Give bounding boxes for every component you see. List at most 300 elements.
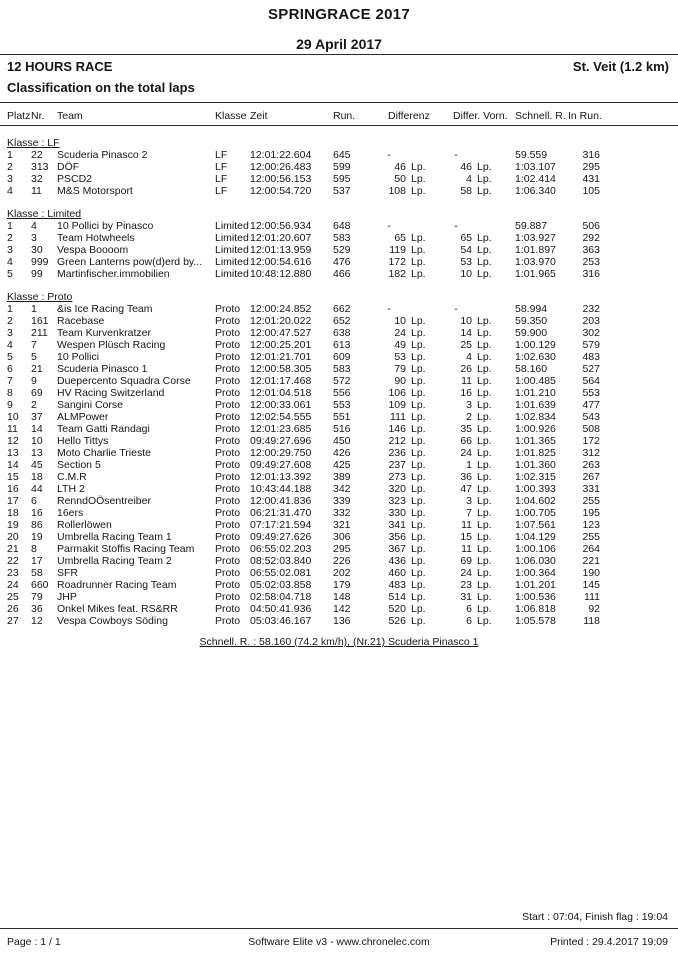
- cell-team: Umbrella Racing Team 1: [57, 531, 172, 543]
- cell-team: LTH 2: [57, 483, 85, 495]
- cell-team: Moto Charlie Trieste: [57, 447, 151, 459]
- cell-klasse: Limited: [215, 268, 249, 280]
- lap-unit-label: Lp.: [477, 459, 492, 471]
- lap-unit-label: Lp.: [477, 339, 492, 351]
- cell-zeit: 12:01:22.604: [250, 149, 312, 161]
- cell-nr: 37: [31, 411, 43, 423]
- classification-table: [0, 137, 678, 627]
- cell-nr: 30: [31, 244, 43, 256]
- cell-nr: 8: [31, 543, 37, 555]
- cell-differenz: 50: [394, 173, 406, 185]
- cell-in-run: 543: [582, 411, 600, 423]
- lap-unit-label: Lp.: [477, 519, 492, 531]
- cell-zeit: 07:17:21.594: [250, 519, 312, 531]
- lap-unit-label: Lp.: [477, 185, 492, 197]
- cell-platz: 6: [7, 363, 13, 375]
- footer: [0, 936, 678, 948]
- cell-platz: 2: [7, 161, 13, 173]
- cell-differ-vorn: 46: [460, 161, 472, 173]
- cell-run: 321: [333, 519, 351, 531]
- cell-nr: 660: [31, 579, 49, 591]
- cell-differenz: 520: [388, 603, 406, 615]
- cell-differ-vorn: 10: [460, 315, 472, 327]
- cell-team: 16ers: [57, 507, 84, 519]
- cell-platz: 4: [7, 339, 13, 351]
- cell-differenz: 330: [388, 507, 406, 519]
- cell-run: 553: [333, 399, 351, 411]
- cell-schnell-r: 1:01.365: [515, 435, 556, 447]
- cell-nr: 9: [31, 375, 37, 387]
- cell-differ-vorn: 35: [460, 423, 472, 435]
- lap-unit-label: Lp.: [477, 483, 492, 495]
- cell-nr: 10: [31, 435, 43, 447]
- cell-differ-vorn: 36: [460, 471, 472, 483]
- cell-run: 556: [333, 387, 351, 399]
- cell-in-run: 253: [582, 256, 600, 268]
- col-platz: Platz: [7, 110, 31, 122]
- cell-zeit: 12:00:41.836: [250, 495, 312, 507]
- cell-zeit: 06:21:31.470: [250, 507, 312, 519]
- lap-unit-label: Lp.: [411, 351, 426, 363]
- cell-nr: 79: [31, 591, 43, 603]
- cell-team: Rollerlöwen: [57, 519, 112, 531]
- cell-team: Green Lanterns pow(d)erd by...: [57, 256, 203, 268]
- cell-team: Duepercento Squadra Corse: [57, 375, 191, 387]
- lap-unit-label: Lp.: [411, 447, 426, 459]
- lap-unit-label: Lp.: [477, 423, 492, 435]
- table-row: [0, 399, 678, 411]
- cell-nr: 2: [31, 399, 37, 411]
- cell-zeit: 12:01:23.685: [250, 423, 312, 435]
- lap-unit-label: Lp.: [411, 555, 426, 567]
- cell-zeit: 12:00:47.527: [250, 327, 312, 339]
- cell-differ-vorn: 3: [466, 495, 472, 507]
- cell-differenz: 236: [388, 447, 406, 459]
- cell-schnell-r: 1:02.630: [515, 351, 556, 363]
- lap-unit-label: Lp.: [477, 375, 492, 387]
- cell-platz: 2: [7, 232, 13, 244]
- cell-zeit: 12:00:29.750: [250, 447, 312, 459]
- cell-platz: 1: [7, 149, 13, 161]
- cell-platz: 8: [7, 387, 13, 399]
- cell-in-run: 312: [582, 447, 600, 459]
- cell-klasse: Proto: [215, 471, 241, 483]
- cell-differ-vorn: 4: [466, 173, 472, 185]
- lap-unit-label: Lp.: [411, 507, 426, 519]
- table-row: [0, 579, 678, 591]
- cell-differenz: -: [387, 303, 391, 315]
- cell-run: 476: [333, 256, 351, 268]
- lap-unit-label: Lp.: [477, 507, 492, 519]
- lap-unit-label: Lp.: [477, 543, 492, 555]
- cell-run: 645: [333, 149, 351, 161]
- cell-platz: 25: [7, 591, 19, 603]
- cell-team: Scuderia Pinasco 1: [57, 363, 148, 375]
- classification-subtitle: Classification on the total laps: [7, 80, 195, 95]
- cell-differ-vorn: 54: [460, 244, 472, 256]
- cell-differ-vorn: 11: [461, 543, 472, 555]
- cell-zeit: 05:03:46.167: [250, 615, 312, 627]
- cell-differ-vorn: 7: [466, 507, 472, 519]
- cell-differenz: 460: [388, 567, 406, 579]
- fastest-lap-note: Schnell. R. : 58.160 (74.2 km/h), (Nr.21) Scuderia Pinasco 1: [199, 636, 479, 648]
- cell-differenz: 109: [388, 399, 406, 411]
- cell-team: Sangini Corse: [57, 399, 123, 411]
- cell-zeit: 12:02:54.555: [250, 411, 312, 423]
- cell-in-run: 292: [582, 232, 600, 244]
- cell-platz: 27: [7, 615, 19, 627]
- cell-differ-vorn: 10: [460, 268, 472, 280]
- lap-unit-label: Lp.: [477, 591, 492, 603]
- cell-in-run: 508: [582, 423, 600, 435]
- cell-differ-vorn: 25: [460, 339, 472, 351]
- class-section: [0, 137, 678, 197]
- cell-in-run: 579: [582, 339, 600, 351]
- cell-schnell-r: 1:00.393: [515, 483, 556, 495]
- table-row: [0, 185, 678, 197]
- cell-run: 466: [333, 268, 351, 280]
- cell-nr: 18: [31, 471, 43, 483]
- cell-team: Racebase: [57, 315, 105, 327]
- event-title: SPRINGRACE 2017: [267, 6, 411, 23]
- cell-team: Team Gatti Randagi: [57, 423, 150, 435]
- cell-run: 332: [333, 507, 351, 519]
- cell-differenz: 436: [388, 555, 406, 567]
- cell-team: JHP: [57, 591, 77, 603]
- cell-differ-vorn: 11: [461, 519, 472, 531]
- cell-run: 295: [333, 543, 351, 555]
- cell-schnell-r: 1:00.364: [515, 567, 556, 579]
- printed-timestamp: Printed : 29.4.2017 19:09: [550, 936, 668, 948]
- cell-in-run: 105: [582, 185, 600, 197]
- cell-run: 662: [333, 303, 351, 315]
- lap-unit-label: Lp.: [411, 315, 426, 327]
- cell-in-run: 264: [582, 543, 600, 555]
- cell-in-run: 263: [582, 459, 600, 471]
- table-row: [0, 411, 678, 423]
- cell-klasse: Limited: [215, 244, 249, 256]
- lap-unit-label: Lp.: [477, 315, 492, 327]
- table-row: [0, 173, 678, 185]
- cell-platz: 5: [7, 351, 13, 363]
- cell-klasse: Proto: [215, 519, 241, 531]
- cell-klasse: Proto: [215, 435, 241, 447]
- table-row: [0, 232, 678, 244]
- cell-nr: 17: [31, 555, 43, 567]
- cell-platz: 3: [7, 173, 13, 185]
- cell-schnell-r: 1:02.834: [515, 411, 556, 423]
- lap-unit-label: Lp.: [477, 351, 492, 363]
- cell-differ-vorn: 16: [460, 387, 472, 399]
- cell-platz: 7: [7, 375, 13, 387]
- lap-unit-label: Lp.: [477, 161, 492, 173]
- cell-in-run: 255: [582, 531, 600, 543]
- cell-team: &is Ice Racing Team: [57, 303, 153, 315]
- table-row: [0, 351, 678, 363]
- lap-unit-label: Lp.: [411, 375, 426, 387]
- cell-schnell-r: 1:02.315: [515, 471, 556, 483]
- lap-unit-label: Lp.: [411, 579, 426, 591]
- cell-differ-vorn: 4: [466, 351, 472, 363]
- cell-team: Roadrunner Racing Team: [57, 579, 177, 591]
- lap-unit-label: Lp.: [411, 423, 426, 435]
- cell-differenz: 90: [394, 375, 406, 387]
- cell-platz: 23: [7, 567, 19, 579]
- cell-in-run: 506: [582, 220, 600, 232]
- cell-run: 613: [333, 339, 351, 351]
- cell-nr: 4: [31, 220, 37, 232]
- lap-unit-label: Lp.: [411, 519, 426, 531]
- lap-unit-label: Lp.: [411, 387, 426, 399]
- table-row: [0, 543, 678, 555]
- cell-zeit: 09:49:27.696: [250, 435, 312, 447]
- cell-differenz: 323: [388, 495, 406, 507]
- cell-schnell-r: 1:07.561: [515, 519, 556, 531]
- table-row: [0, 507, 678, 519]
- col-schnell-r: Schnell. R.: [515, 110, 566, 122]
- cell-schnell-r: 1:01.210: [515, 387, 556, 399]
- cell-schnell-r: 1:03.970: [515, 256, 556, 268]
- cell-run: 148: [333, 591, 351, 603]
- cell-in-run: 553: [582, 387, 600, 399]
- cell-zeit: 05:02:03.858: [250, 579, 312, 591]
- cell-differenz: 79: [394, 363, 406, 375]
- cell-team: 10 Pollici by Pinasco: [57, 220, 154, 232]
- cell-differenz: 237: [388, 459, 406, 471]
- cell-klasse: Proto: [215, 339, 241, 351]
- cell-schnell-r: 1:04.129: [515, 531, 556, 543]
- cell-platz: 14: [7, 459, 19, 471]
- lap-unit-label: Lp.: [411, 363, 426, 375]
- cell-in-run: 527: [582, 363, 600, 375]
- cell-differenz: 46: [394, 161, 406, 173]
- cell-run: 226: [333, 555, 351, 567]
- cell-zeit: 04:50:41.936: [250, 603, 312, 615]
- cell-differ-vorn: 6: [466, 615, 472, 627]
- cell-zeit: 12:01:13.959: [250, 244, 312, 256]
- cell-platz: 4: [7, 256, 13, 268]
- cell-platz: 1: [7, 220, 13, 232]
- footer-divider: [0, 928, 678, 929]
- cell-differ-vorn: 65: [460, 232, 472, 244]
- cell-in-run: 92: [588, 603, 600, 615]
- cell-schnell-r: 59.559: [515, 149, 548, 161]
- cell-team: Wespen Plüsch Racing: [57, 339, 166, 351]
- table-row: [0, 387, 678, 399]
- cell-team: ALMPower: [57, 411, 109, 423]
- cell-klasse: Proto: [215, 423, 241, 435]
- cell-run: 142: [333, 603, 351, 615]
- cell-run: 599: [333, 161, 351, 173]
- event-date: 29 April 2017: [296, 36, 382, 52]
- cell-klasse: Proto: [215, 327, 241, 339]
- cell-run: 529: [333, 244, 351, 256]
- cell-differ-vorn: 24: [460, 567, 472, 579]
- lap-unit-label: Lp.: [477, 447, 492, 459]
- cell-differ-vorn: 58: [460, 185, 472, 197]
- col-run: Run.: [333, 110, 356, 122]
- start-finish-times: Start : 07:04, Finish flag : 19:04: [522, 911, 668, 923]
- cell-in-run: 255: [582, 495, 600, 507]
- cell-differ-vorn: 23: [460, 579, 472, 591]
- lap-unit-label: Lp.: [411, 543, 426, 555]
- lap-unit-label: Lp.: [411, 339, 426, 351]
- cell-platz: 20: [7, 531, 19, 543]
- cell-zeit: 12:00:25.201: [250, 339, 312, 351]
- lap-unit-label: Lp.: [411, 399, 426, 411]
- cell-team: Onkel Mikes feat. RS&RR: [57, 603, 178, 615]
- race-name: 12 HOURS RACE: [7, 59, 113, 74]
- table-row: [0, 591, 678, 603]
- table-row: [0, 615, 678, 627]
- race-header: [0, 60, 678, 74]
- cell-zeit: 09:49:27.626: [250, 531, 312, 543]
- lap-unit-label: Lp.: [477, 173, 492, 185]
- lap-unit-label: Lp.: [411, 591, 426, 603]
- cell-in-run: 331: [582, 483, 600, 495]
- cell-platz: 9: [7, 399, 13, 411]
- cell-differenz: 483: [388, 579, 406, 591]
- cell-zeit: 12:00:54.720: [250, 185, 312, 197]
- cell-platz: 4: [7, 185, 13, 197]
- cell-schnell-r: 1:03.107: [515, 161, 556, 173]
- cell-platz: 3: [7, 327, 13, 339]
- cell-schnell-r: 1:02.414: [515, 173, 556, 185]
- cell-schnell-r: 1:06.030: [515, 555, 556, 567]
- cell-run: 136: [333, 615, 351, 627]
- cell-platz: 10: [7, 411, 19, 423]
- class-section: [0, 208, 678, 280]
- cell-differ-vorn: 24: [460, 447, 472, 459]
- cell-in-run: 267: [582, 471, 600, 483]
- cell-differenz: 320: [388, 483, 406, 495]
- col-nr: Nr.: [31, 110, 45, 122]
- cell-in-run: 477: [582, 399, 600, 411]
- cell-klasse: Proto: [215, 579, 241, 591]
- divider-table-header: [0, 125, 678, 126]
- cell-klasse: Proto: [215, 603, 241, 615]
- table-row: [0, 375, 678, 387]
- cell-zeit: 10:43:44.188: [250, 483, 312, 495]
- cell-klasse: Limited: [215, 220, 249, 232]
- cell-differenz: -: [387, 149, 391, 161]
- cell-in-run: 195: [582, 507, 600, 519]
- cell-platz: 2: [7, 315, 13, 327]
- cell-team: Section 5: [57, 459, 101, 471]
- cell-schnell-r: 1:01.639: [515, 399, 556, 411]
- lap-unit-label: Lp.: [411, 567, 426, 579]
- cell-zeit: 12:00:33.061: [250, 399, 312, 411]
- divider-top: [0, 54, 678, 55]
- cell-run: 426: [333, 447, 351, 459]
- cell-klasse: Proto: [215, 363, 241, 375]
- class-section: [0, 291, 678, 627]
- lap-unit-label: Lp.: [411, 495, 426, 507]
- lap-unit-label: Lp.: [411, 173, 426, 185]
- cell-nr: 21: [31, 363, 43, 375]
- cell-team: Team Kurvenkratzer: [57, 327, 151, 339]
- cell-zeit: 12:01:17.468: [250, 375, 312, 387]
- cell-team: M&S Motorsport: [57, 185, 133, 197]
- cell-in-run: 118: [583, 615, 600, 627]
- cell-run: 306: [333, 531, 351, 543]
- cell-nr: 14: [31, 423, 43, 435]
- cell-in-run: 111: [584, 591, 600, 603]
- cell-schnell-r: 58.160: [515, 363, 548, 375]
- cell-schnell-r: 1:00.106: [515, 543, 556, 555]
- cell-nr: 99: [31, 268, 43, 280]
- cell-klasse: Proto: [215, 375, 241, 387]
- table-row: [0, 603, 678, 615]
- cell-run: 202: [333, 567, 351, 579]
- cell-platz: 3: [7, 244, 13, 256]
- cell-differenz: 273: [388, 471, 406, 483]
- cell-klasse: Proto: [215, 315, 241, 327]
- table-row: [0, 244, 678, 256]
- lap-unit-label: Lp.: [477, 531, 492, 543]
- cell-klasse: Proto: [215, 303, 241, 315]
- class-label: Klasse : Limited: [7, 208, 82, 220]
- table-row: [0, 315, 678, 327]
- lap-unit-label: Lp.: [477, 232, 492, 244]
- lap-unit-label: Lp.: [411, 603, 426, 615]
- cell-klasse: Proto: [215, 495, 241, 507]
- cell-nr: 19: [31, 531, 43, 543]
- cell-schnell-r: 58.994: [515, 303, 548, 315]
- cell-nr: 999: [31, 256, 49, 268]
- cell-differenz: 341: [388, 519, 406, 531]
- cell-differenz: 356: [388, 531, 406, 543]
- cell-klasse: Proto: [215, 351, 241, 363]
- cell-klasse: Proto: [215, 567, 241, 579]
- cell-schnell-r: 1:06.818: [515, 603, 556, 615]
- cell-schnell-r: 1:01.825: [515, 447, 556, 459]
- lap-unit-label: Lp.: [477, 471, 492, 483]
- cell-in-run: 232: [582, 303, 600, 315]
- col-klasse: Klasse: [215, 110, 247, 122]
- lap-unit-label: Lp.: [411, 244, 426, 256]
- cell-schnell-r: 1:05.578: [515, 615, 556, 627]
- cell-nr: 69: [31, 387, 43, 399]
- cell-run: 648: [333, 220, 351, 232]
- cell-differenz: -: [387, 220, 391, 232]
- cell-klasse: Proto: [215, 411, 241, 423]
- cell-schnell-r: 59.900: [515, 327, 548, 339]
- table-row: [0, 471, 678, 483]
- cell-klasse: Proto: [215, 531, 241, 543]
- table-row: [0, 423, 678, 435]
- lap-unit-label: Lp.: [477, 387, 492, 399]
- cell-nr: 44: [31, 483, 43, 495]
- cell-zeit: 06:55:02.203: [250, 543, 312, 555]
- cell-run: 516: [333, 423, 351, 435]
- table-row: [0, 161, 678, 173]
- lap-unit-label: Lp.: [477, 363, 492, 375]
- cell-in-run: 302: [582, 327, 600, 339]
- table-row: [0, 567, 678, 579]
- cell-schnell-r: 1:01.965: [515, 268, 556, 280]
- cell-in-run: 316: [582, 149, 600, 161]
- cell-zeit: 10:48:12.880: [250, 268, 312, 280]
- cell-in-run: 172: [582, 435, 600, 447]
- cell-nr: 12: [31, 615, 43, 627]
- cell-nr: 313: [31, 161, 49, 173]
- cell-in-run: 564: [582, 375, 600, 387]
- cell-differenz: 182: [388, 268, 406, 280]
- cell-team: Vespa Boooom: [57, 244, 129, 256]
- cell-schnell-r: 1:00.485: [515, 375, 556, 387]
- cell-run: 583: [333, 232, 351, 244]
